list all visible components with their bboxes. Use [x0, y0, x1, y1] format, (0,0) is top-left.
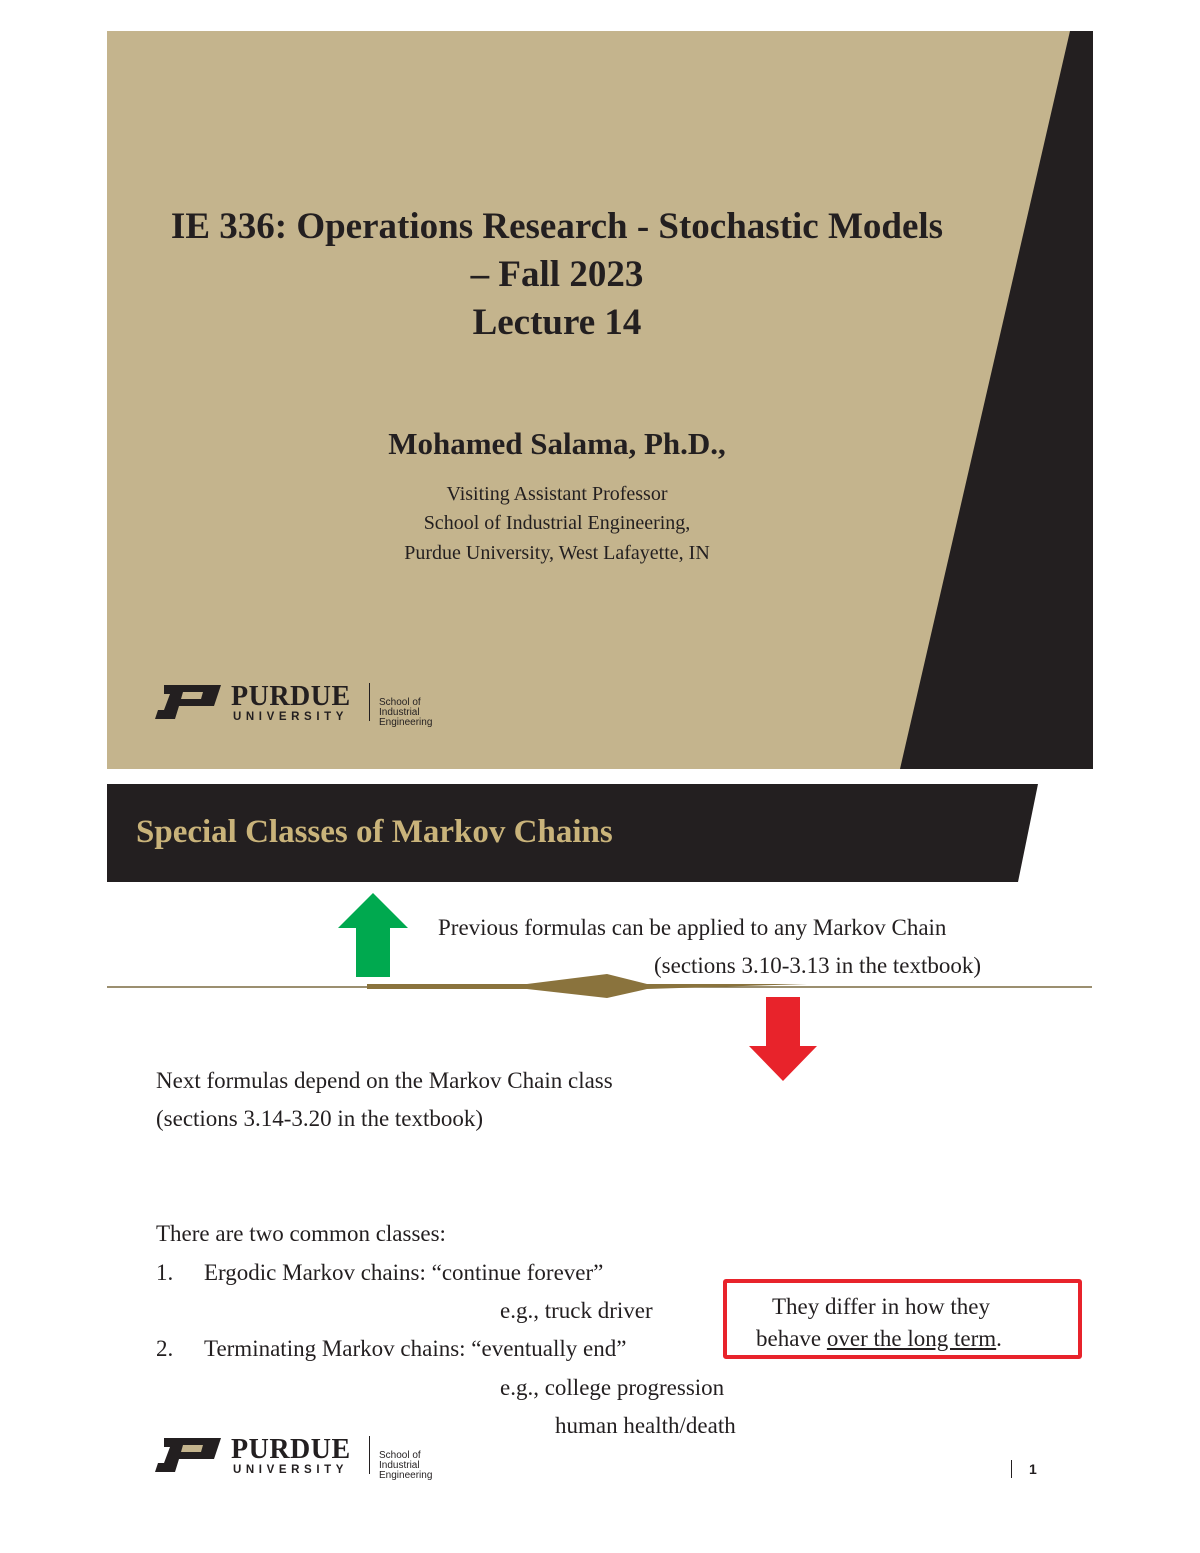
class-1-ergodic: Ergodic Markov chains: “continue forever”: [204, 1260, 604, 1285]
previous-formulas-text: Previous formulas can be applied to any Markov Chain: [438, 915, 947, 940]
logo-divider: [369, 683, 370, 721]
class-1-example: e.g., truck driver: [500, 1298, 653, 1323]
university-wordmark: UNIVERSITY: [233, 711, 349, 723]
previous-sections-text: (sections 3.10-3.13 in the textbook): [654, 953, 982, 978]
class-2-example-1: e.g., college progression: [500, 1375, 725, 1400]
next-formulas-text: Next formulas depend on the Markov Chain class: [156, 1068, 613, 1093]
red-down-arrow-icon: [749, 997, 817, 1081]
callout-suffix: .: [996, 1326, 1002, 1351]
purdue-wordmark: PURDUE: [231, 1434, 351, 1465]
page-number-divider: [1011, 1460, 1012, 1478]
class-2-terminating: Terminating Markov chains: “eventually end”: [204, 1336, 627, 1361]
callout-line-2: [756, 1327, 1002, 1350]
logo-divider: [369, 1436, 370, 1474]
callout-underlined-phrase: over the long term: [826, 1326, 997, 1351]
affiliation-line-1: Visiting Assistant Professor: [446, 483, 668, 505]
green-up-arrow-icon: [338, 893, 408, 977]
affiliation-line-3: Purdue University, West Lafayette, IN: [404, 542, 710, 564]
purdue-p-icon: [155, 685, 225, 719]
school-name: School of Industrial Engineering: [379, 1450, 433, 1481]
section-title: Special Classes of Markov Chains: [136, 814, 613, 850]
purdue-wordmark: PURDUE: [231, 681, 351, 712]
slide-title-line-1: IE 336: Operations Research - Stochastic Models: [170, 206, 944, 247]
class-1-number: 1.: [156, 1260, 174, 1285]
dark-corner-wedge: [107, 31, 1093, 769]
university-wordmark: UNIVERSITY: [233, 1464, 349, 1476]
purdue-p-icon: [155, 1438, 225, 1472]
title-slide: [107, 31, 1093, 769]
class-2-example-2: human health/death: [555, 1413, 736, 1438]
next-sections-text: (sections 3.14-3.20 in the textbook): [156, 1106, 484, 1131]
slide-title-line-2: – Fall 2023: [470, 254, 644, 295]
affiliation-line-2: School of Industrial Engineering,: [423, 512, 691, 534]
classes-intro: There are two common classes:: [156, 1221, 446, 1246]
slide-title-line-3: Lecture 14: [472, 302, 642, 343]
class-2-number: 2.: [156, 1336, 174, 1361]
presenter-name: Mohamed Salama, Ph.D.,: [388, 426, 726, 461]
callout-prefix: behave: [756, 1326, 827, 1351]
page-number: 1: [1029, 1461, 1037, 1477]
school-name: School of Industrial Engineering: [379, 697, 433, 728]
callout-line-1: They differ in how they: [772, 1294, 991, 1319]
